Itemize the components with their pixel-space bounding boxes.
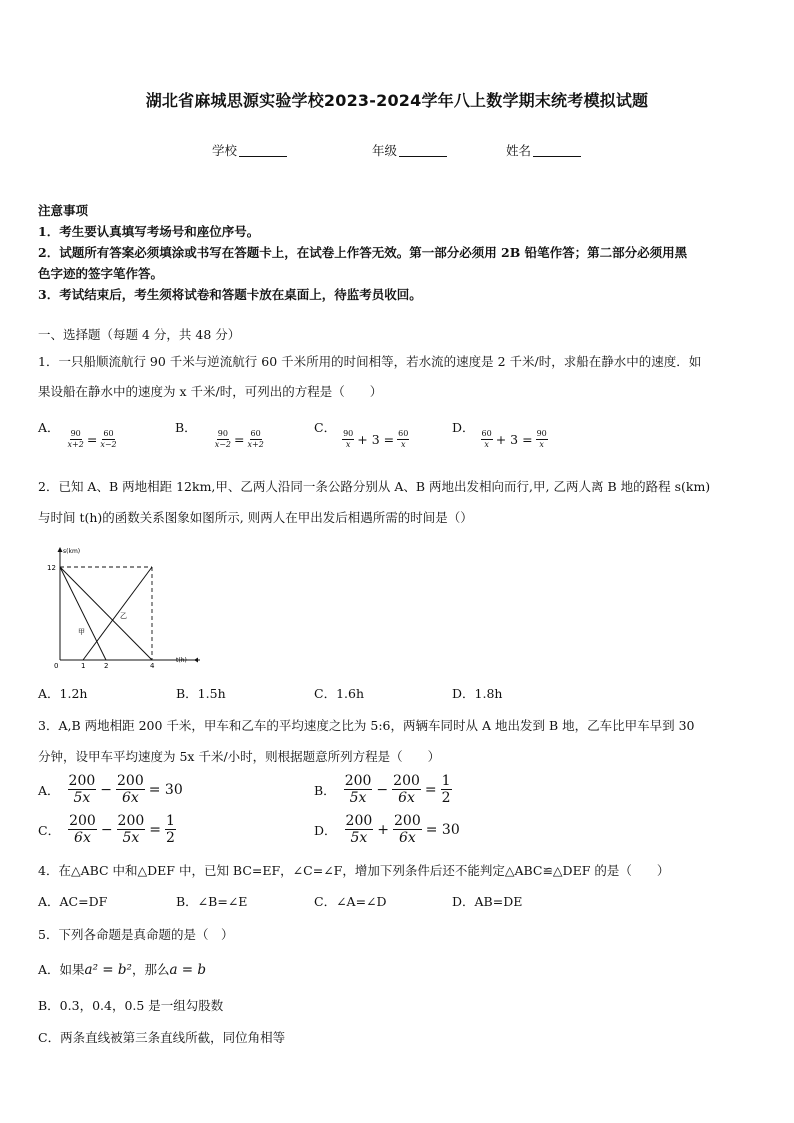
q3-option-c[interactable]: C． $\frac{200}{6x}$ − $\frac{200}{5x}$ = $\frac{1}{2}$ xyxy=(38,813,175,846)
q1-option-b[interactable]: B． $\frac{90}{x-2}$ = $\frac{60}{x+2}$ xyxy=(175,420,264,449)
series-line xyxy=(60,567,152,660)
x-axis-label: t(h) xyxy=(176,657,187,664)
q5-option-a[interactable]: A．如果a² = b²，那么a = b xyxy=(38,962,207,978)
x-tick-label: 2 xyxy=(104,662,109,670)
q4-option-c[interactable]: C．∠A=∠D xyxy=(314,894,387,909)
question-4-line: 4．在△ABC 中和△DEF 中，已知 BC=EF，∠C=∠F，增加下列条件后还不能判定△ABC≌△DEF 的是（ ） xyxy=(38,863,670,878)
origin-label: 0 xyxy=(54,662,59,670)
section-heading: 一、选择题（每题 4 分，共 48 分） xyxy=(38,327,241,342)
series-label-jia: 甲 xyxy=(78,628,85,636)
series-jia-line xyxy=(60,567,106,660)
grade-label: 年级 xyxy=(372,143,398,158)
question-2-line: 2．已知 A、B 两地相距 12km,甲、乙两人沿同一条公路分别从 A、B 两地出发相向而行,甲, 乙两人离 B 地的路程 s(km) xyxy=(38,479,711,494)
grade-blank[interactable] xyxy=(399,144,447,157)
question-1-line: 1．一只船顺流航行 90 千米与逆流航行 60 千米所用的时间相等，若水流的速度是 2 千米/时，求船在静水中的速度．如 xyxy=(38,354,702,369)
name-field xyxy=(506,141,581,159)
name-label: 姓名 xyxy=(506,143,532,158)
note-item: 色字迹的签字笔作答。 xyxy=(38,266,164,281)
page-title: 湖北省麻城思源实验学校2023-2024学年八上数学期末统考模拟试题 xyxy=(145,91,649,110)
question-2-line: 与时间 t(h)的函数关系图象如图所示, 则两人在甲出发后相遇所需的时间是（） xyxy=(38,510,473,525)
distance-time-graph xyxy=(40,542,200,670)
x-tick-label: 4 xyxy=(150,662,155,670)
q1-option-c[interactable]: C． $\frac{90}{x}$ + 3 = $\frac{60}{x}$ xyxy=(314,420,409,449)
series-label-yi: 乙 xyxy=(120,612,127,620)
question-1-line: 果设船在静水中的速度为 x 千米/时，可列出的方程是（ ） xyxy=(38,384,383,399)
school-blank[interactable] xyxy=(239,144,287,157)
notes-heading: 注意事项 xyxy=(38,203,89,218)
q4-option-a[interactable]: A．AC=DF xyxy=(38,894,108,909)
y-axis-label: s(km) xyxy=(63,548,81,555)
name-blank[interactable] xyxy=(533,144,581,157)
y-tick-label: 12 xyxy=(47,564,56,572)
note-item: 3．考试结束后，考生须将试卷和答题卡放在桌面上，待监考员收回。 xyxy=(38,287,422,302)
q1-option-d[interactable]: D． $\frac{60}{x}$ + 3 = $\frac{90}{x}$ xyxy=(452,420,547,449)
x-tick-label: 1 xyxy=(81,662,86,670)
q3-option-b[interactable]: B． $\frac{200}{5x}$ − $\frac{200}{6x}$ = $\frac{1}{2}$ xyxy=(314,773,451,806)
grade-field xyxy=(372,141,447,159)
q2-option-a[interactable]: A．1.2h xyxy=(38,686,88,701)
x-axis-arrow xyxy=(194,658,198,663)
question-3-line: 3．A,B 两地相距 200 千米，甲车和乙车的平均速度之比为 5:6，两辆车同时从 A 地出发到 B 地，乙车比甲车早到 30 xyxy=(38,718,695,733)
y-axis-arrow xyxy=(58,547,63,552)
q3-option-d[interactable]: D． $\frac{200}{5x}$ + $\frac{200}{6x}$ = 30 xyxy=(314,813,460,846)
school-field xyxy=(212,141,287,159)
note-item: 1．考生要认真填写考场号和座位序号。 xyxy=(38,224,260,239)
q2-option-b[interactable]: B．1.5h xyxy=(176,686,226,701)
q2-option-d[interactable]: D．1.8h xyxy=(452,686,503,701)
q4-option-d[interactable]: D．AB=DE xyxy=(452,894,523,909)
note-item: 2．试题所有答案必须填涂或书写在答题卡上，在试卷上作答无效。第一部分必须用 2B 铅笔作答；第二部分必须用黑 xyxy=(38,245,688,260)
q2-option-c[interactable]: C．1.6h xyxy=(314,686,364,701)
q4-option-b[interactable]: B．∠B=∠E xyxy=(176,894,248,909)
q1-option-a[interactable]: A． $\frac{90}{x+2}$ = $\frac{60}{x-2}$ xyxy=(38,420,117,449)
school-label: 学校 xyxy=(212,143,238,158)
series-yi-line xyxy=(83,567,152,660)
question-5-line: 5．下列各命题是真命题的是（ ） xyxy=(38,927,234,942)
q5-option-b[interactable]: B．0.3，0.4，0.5 是一组勾股数 xyxy=(38,998,224,1013)
q3-option-a[interactable]: A． $\frac{200}{5x}$ − $\frac{200}{6x}$ = 30 xyxy=(38,773,183,806)
question-3-line: 分钟，设甲车平均速度为 5x 千米/小时，则根据题意所列方程是（ ） xyxy=(38,749,441,764)
q5-option-c[interactable]: C．两条直线被第三条直线所截，同位角相等 xyxy=(38,1030,286,1045)
